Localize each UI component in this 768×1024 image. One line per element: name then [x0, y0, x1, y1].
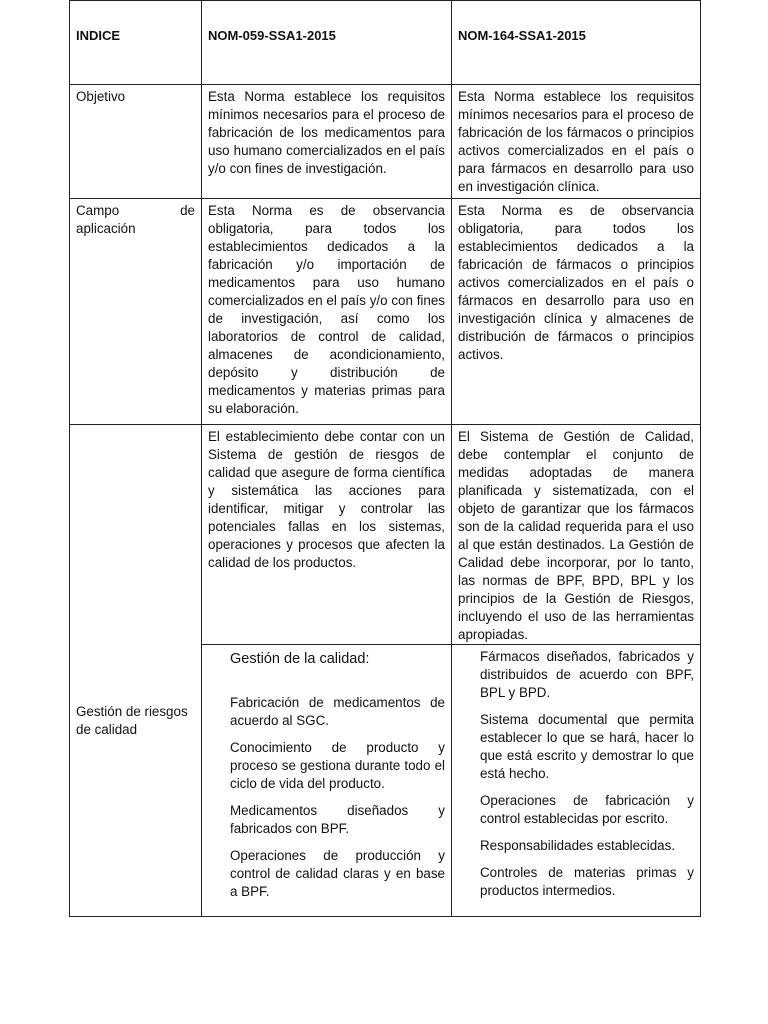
gestion-nom164-list: [452, 645, 701, 917]
list-item: Operaciones de fabricación y control establecidas por escrito.: [480, 793, 694, 826]
objetivo-nom059: Esta Norma establece los requisitos mínimos necesarios para el proceso de fabricación de los medicamentos para uso humano comercializados en el país y/o con fines de investigación.: [202, 85, 452, 199]
row-gestion-intro: [70, 425, 701, 645]
label-gestion: Gestión de riesgos de calidad: [70, 425, 202, 917]
list-item: Conocimiento de producto y proceso se gestiona durante todo el ciclo de vida del producto.: [230, 740, 445, 791]
list-item: Controles de materias primas y productos intermedios.: [480, 865, 694, 898]
label-campo-line2: aplicación: [76, 221, 136, 236]
header-row: [70, 1, 701, 85]
list-item: Responsabilidades establecidas.: [480, 838, 676, 853]
list-item: Fabricación de medicamentos de acuerdo al SGC.: [230, 695, 445, 728]
gestion-calidad-title: Gestión de la calidad:: [230, 651, 370, 667]
gestion-nom059-list: [202, 645, 452, 917]
header-nom059: NOM-059-SSA1-2015: [202, 1, 452, 85]
comparison-table: [69, 0, 701, 917]
objetivo-nom164: Esta Norma establece los requisitos mínimos necesarios para el proceso de fabricación de los fármacos o principios activos comercializados en el país o para fármacos en desarrollo para uso en investigación clínica.: [452, 85, 701, 199]
row-campo: [70, 199, 701, 425]
label-objetivo: Objetivo: [70, 85, 202, 199]
gestion-nom164-intro: El Sistema de Gestión de Calidad, debe contemplar el conjunto de medidas adoptadas de manera planificada y sistematizada, con el objeto de garantizar que los fármacos son de la calidad requerida para el uso al que están destinados. La Gestión de Calidad debe incorporar, por lo tanto, las normas de BPF, BPD, BPL y los principios de la Gestión de Riesgos, incluyendo el uso de las herramientas apropiadas.: [452, 425, 701, 645]
label-campo-word1: Campo: [76, 203, 120, 218]
nom164-items: [480, 648, 694, 900]
label-campo-word2: de: [180, 203, 195, 218]
label-campo: [70, 199, 202, 425]
campo-nom164: Esta Norma es de observancia obligatoria, para todos los establecimientos dedicados a la fabricación de fármacos o principios activos comercializados en el país o fármacos en desarrollo para uso en investigación clínica y almacenes de distribución de fármacos o principios activos.: [452, 199, 701, 425]
header-indice: INDICE: [70, 1, 202, 85]
list-item: Operaciones de producción y control de calidad claras y en base a BPF.: [230, 848, 445, 899]
list-item: Sistema documental que permita establecer lo que se hará, hacer lo que está escrito y demostrar lo que está hecho.: [480, 712, 694, 781]
row-objetivo: [70, 85, 701, 199]
list-item: Fármacos diseñados, fabricados y distribuidos de acuerdo con BPF, BPL y BPD.: [480, 649, 694, 700]
nom059-items: [230, 694, 445, 901]
header-nom164: NOM-164-SSA1-2015: [452, 1, 701, 85]
list-item: Medicamentos diseñados y fabricados con BPF.: [230, 803, 445, 836]
campo-nom059: Esta Norma es de observancia obligatoria, para todos los establecimientos dedicados a la fabricación y/o importación de medicamentos para uso humano comercializados en el país y/o con fines de investigación, así como los laboratorios de control de calidad, almacenes de acondicionamiento, depósito y distribución de medicamentos y materias primas para su elaboración.: [202, 199, 452, 425]
gestion-nom059-intro: El establecimiento debe contar con un Sistema de gestión de riesgos de calidad que asegure de forma científica y sistemática las acciones para identificar, mitigar y controlar las potenciales fallas en los sistemas, operaciones y procesos que afecten la calidad de los productos.: [202, 425, 452, 645]
